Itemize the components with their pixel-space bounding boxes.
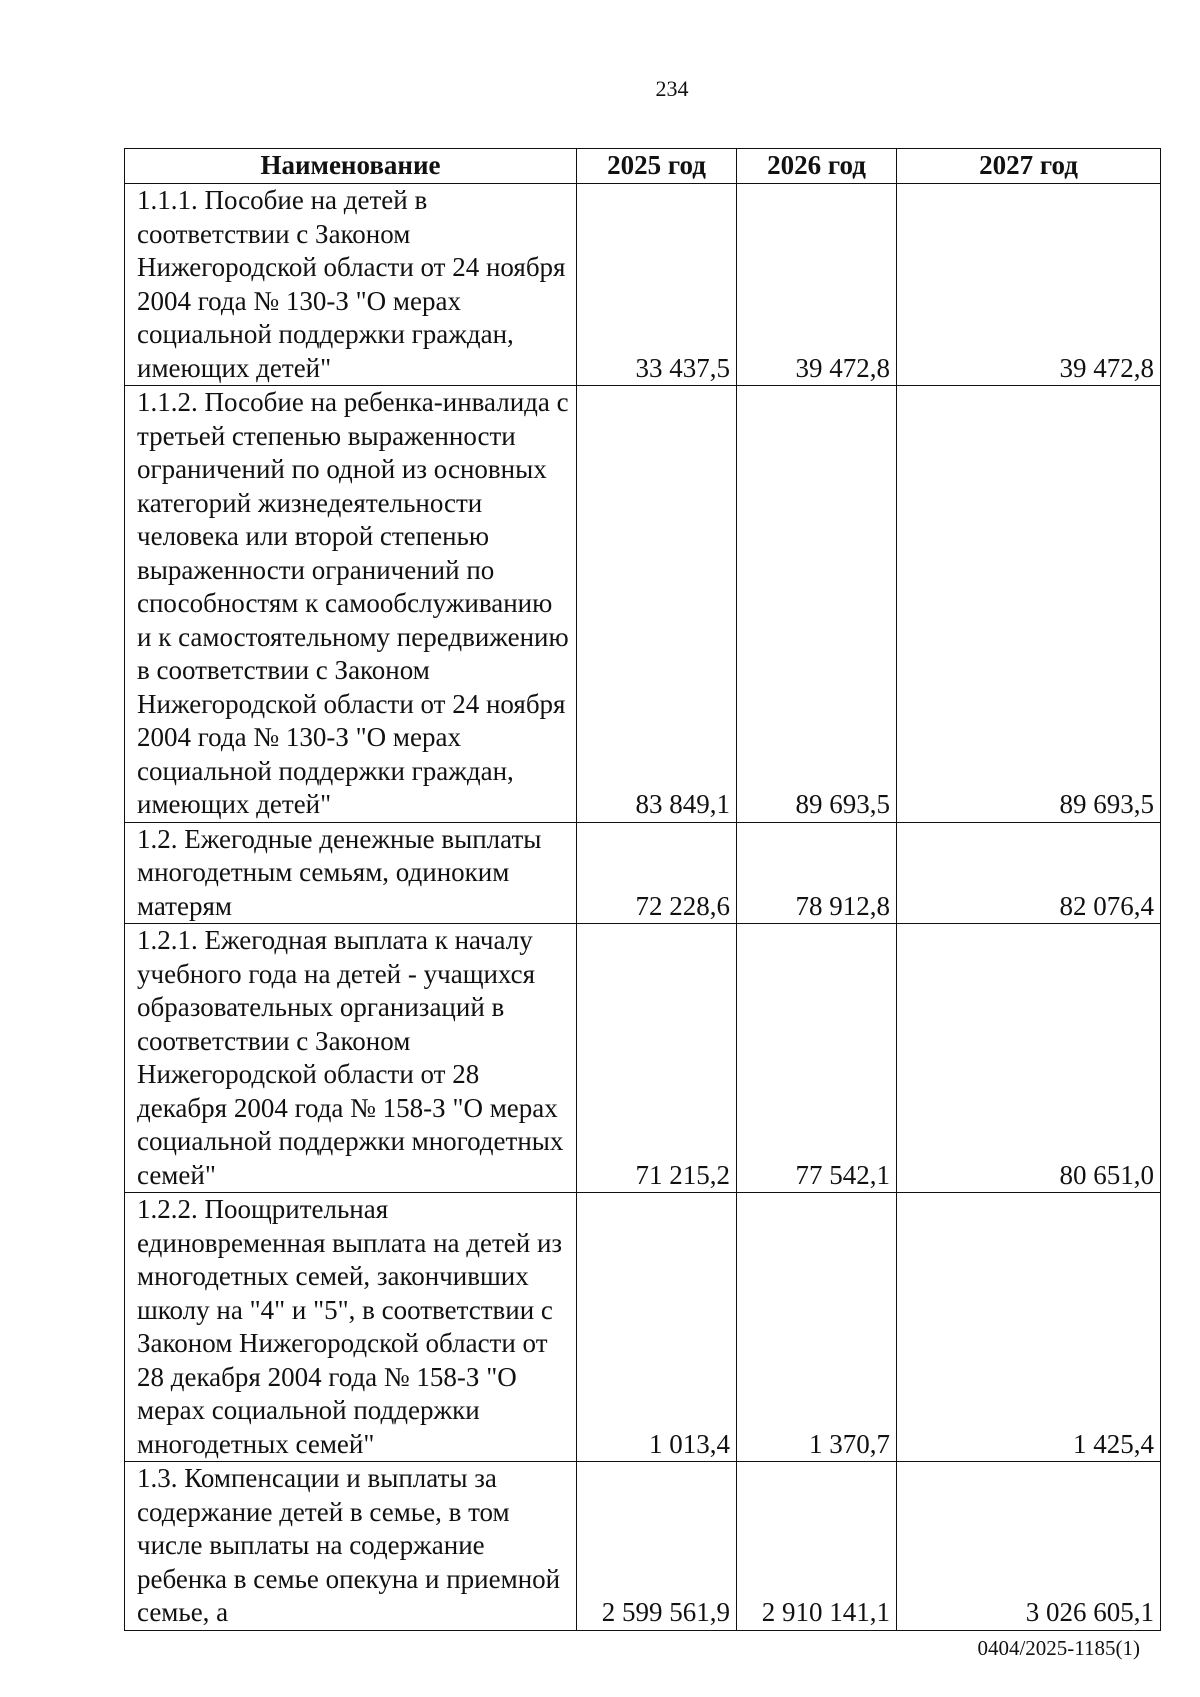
table-row: [125, 924, 1161, 1193]
budget-table: [124, 148, 1161, 1631]
table-header-row: [125, 149, 1161, 184]
row-value-2027: 80 651,0: [897, 924, 1161, 1193]
row-value-2026: 1 370,7: [737, 1193, 897, 1462]
row-value-2026: 39 472,8: [737, 184, 897, 386]
document-code: 0404/2025-1185(1): [977, 1636, 1140, 1660]
row-value-2027: 1 425,4: [897, 1193, 1161, 1462]
table-row: [125, 1462, 1161, 1631]
page-number: 234: [655, 76, 689, 101]
row-value-2025: 1 013,4: [577, 1193, 737, 1462]
table-row: [125, 184, 1161, 386]
row-name: 1.2. Ежегодные денежные выплаты многодетным семьям, одиноким матерям: [125, 822, 577, 924]
header-name: Наименование: [125, 149, 577, 184]
header-2027: 2027 год: [897, 149, 1161, 184]
row-name: 1.1.2. Пособие на ребенка-инвалида с третьей степенью выраженности ограничений по одной из основных категорий жизнедеятельности человека или второй степенью выраженности ограничений по способностям к самообслуживанию и к самостоятельному передвижению в соответствии с Законом Нижегородской области от 24 ноября 2004 года № 130-З "О мерах социальной поддержки граждан, имеющих детей": [125, 386, 577, 823]
row-value-2025: 72 228,6: [577, 822, 737, 924]
row-name: 1.1.1. Пособие на детей в соответствии с Законом Нижегородской области от 24 ноября 2004 года № 130-З "О мерах социальной поддержки граждан, имеющих детей": [125, 184, 577, 386]
header-2026: 2026 год: [737, 149, 897, 184]
row-name: 1.2.1. Ежегодная выплата к началу учебного года на детей - учащихся образовательных организаций в соответствии с Законом Нижегородской области от 28 декабря 2004 года № 158-З "О мерах социальной поддержки многодетных семей": [125, 924, 577, 1193]
table-row: [125, 386, 1161, 823]
header-2025: 2025 год: [577, 149, 737, 184]
row-name: 1.3. Компенсации и выплаты за содержание детей в семье, в том числе выплаты на содержание ребенка в семье опекуна и приемной семье, а: [125, 1462, 577, 1631]
row-value-2027: 89 693,5: [897, 386, 1161, 823]
row-value-2026: 78 912,8: [737, 822, 897, 924]
row-value-2026: 89 693,5: [737, 386, 897, 823]
row-value-2026: 2 910 141,1: [737, 1462, 897, 1631]
row-name: 1.2.2. Поощрительная единовременная выплата на детей из многодетных семей, закончивших школу на "4" и "5", в соответствии с Законом Нижегородской области от 28 декабря 2004 года № 158-З "О мерах социальной поддержки многодетных семей": [125, 1193, 577, 1462]
row-value-2027: 82 076,4: [897, 822, 1161, 924]
row-value-2025: 33 437,5: [577, 184, 737, 386]
row-value-2026: 77 542,1: [737, 924, 897, 1193]
row-value-2025: 83 849,1: [577, 386, 737, 823]
row-value-2025: 71 215,2: [577, 924, 737, 1193]
row-value-2025: 2 599 561,9: [577, 1462, 737, 1631]
row-value-2027: 3 026 605,1: [897, 1462, 1161, 1631]
table-row: [125, 1193, 1161, 1462]
table-row: [125, 822, 1161, 924]
row-value-2027: 39 472,8: [897, 184, 1161, 386]
